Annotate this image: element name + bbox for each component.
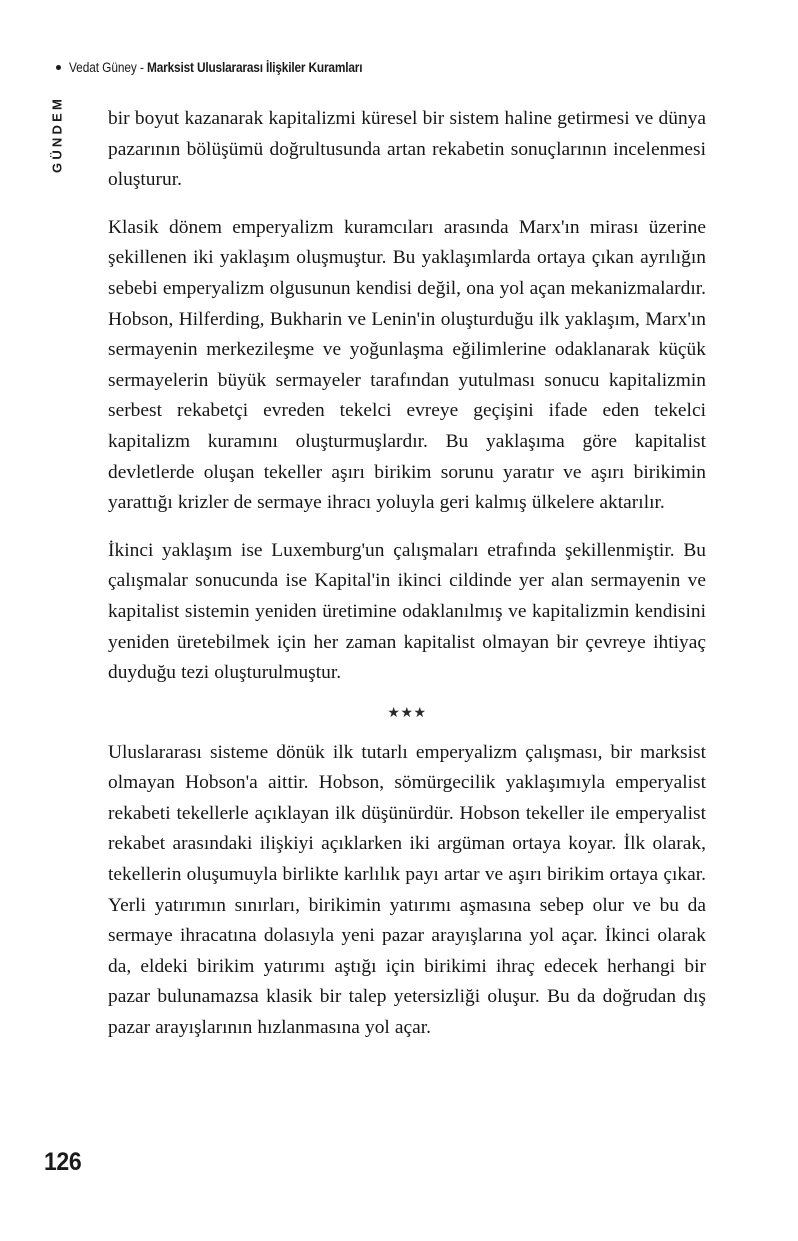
header-title: Marksist Uluslararası İlişkiler Kuramları xyxy=(147,60,363,75)
paragraph: Klasik dönem emperyalizm kuramcıları arasında Marx'ın mirası üzerine şekillenen iki yaklaşım oluşmuştur. Bu yaklaşımlarda ortaya çıkan ayrılığın sebebi emperyalizm olgusunun kendisi değil, ona yol açan mekanizmalardır. Hobson, Hilferding, Bukharin ve Lenin'in oluşturduğu ilk yaklaşım, Marx'ın sermayenin merkezileşme ve yoğunlaşma eğilimlerine odaklanarak küçük sermayelerin büyük sermayeler tarafından yutulması sonucu kapitalizmin serbest rekabetçi evreden tekelci evreye geçişini ifade eden tekelci kapitalizm kuramını oluşturmuşlardır. Bu yaklaşıma göre kapitalist devletlerde oluşan tekeller aşırı birikim sorunu yaratır ve aşırı birikimin yarattığı krizler de sermaye ihracı yoluyla geri kalmış ülkelere aktarılır. xyxy=(108,216,706,514)
star-divider: ★★★ xyxy=(387,704,427,721)
paragraph: Uluslararası sisteme dönük ilk tutarlı emperyalizm çalışması, bir marksist olmayan Hobson'a aittir. Hobson, sömürgecilik yaklaşımıyla emperyalist rekabeti tekellerle açıklayan ilk düşünürdür. Hobson tekeller ile emperyalist rekabet arasındaki ilişkiyi açıklarken iki argüman ortaya koyar. İlk olarak, tekellerin oluşumuyla birlikte karlılık payı artar ve aşırı birikim ortaya çıkar. Yerli yatırımın sınırları, birikimin yatırımı aşmasına sebep olur ve bu da sermaye ihracatına dolasıyla yeni pazar arayışlarına yol açar. İkinci olarak da, eldeki birikim yatırımı aştığı için birikimi ihraç edecek herhangi bir pazar bulunamazsa klasik bir talep yetersizliği oluşur. Bu da doğrudan dış pazar arayışlarının hızlanmasına yol açar. xyxy=(108,741,706,1039)
paragraph: İkinci yaklaşım ise Luxemburg'un çalışmaları etrafında şekillenmiştir. Bu çalışmalar sonucunda ise Kapital'in ikinci cildinde yer alan sermayenin ve kapitalist sistemin yeniden üretimine odaklanılmış ve kapitalizmin kendisini yeniden üretebilmek için her zaman kapitalist olmayan bir çevreye ihtiyaç duyduğu tezi oluşturulmuştur. xyxy=(108,539,706,684)
body-text-column xyxy=(108,104,706,1044)
section-tab xyxy=(44,96,70,266)
page-number: 126 xyxy=(44,1148,82,1176)
section-tab-label: GÜNDEM xyxy=(49,96,65,173)
header-author: Vedat Güney xyxy=(69,60,137,75)
paragraph: bir boyut kazanarak kapitalizmi küresel bir sistem haline getirmesi ve dünya pazarının bölüşümü doğrultusunda artan rekabetin sonuçlarının incelenmesi oluşturur. xyxy=(108,108,706,191)
running-header-text xyxy=(69,60,362,75)
header-separator: - xyxy=(136,60,148,75)
bullet-dot-icon xyxy=(56,65,61,70)
running-header xyxy=(56,60,402,75)
